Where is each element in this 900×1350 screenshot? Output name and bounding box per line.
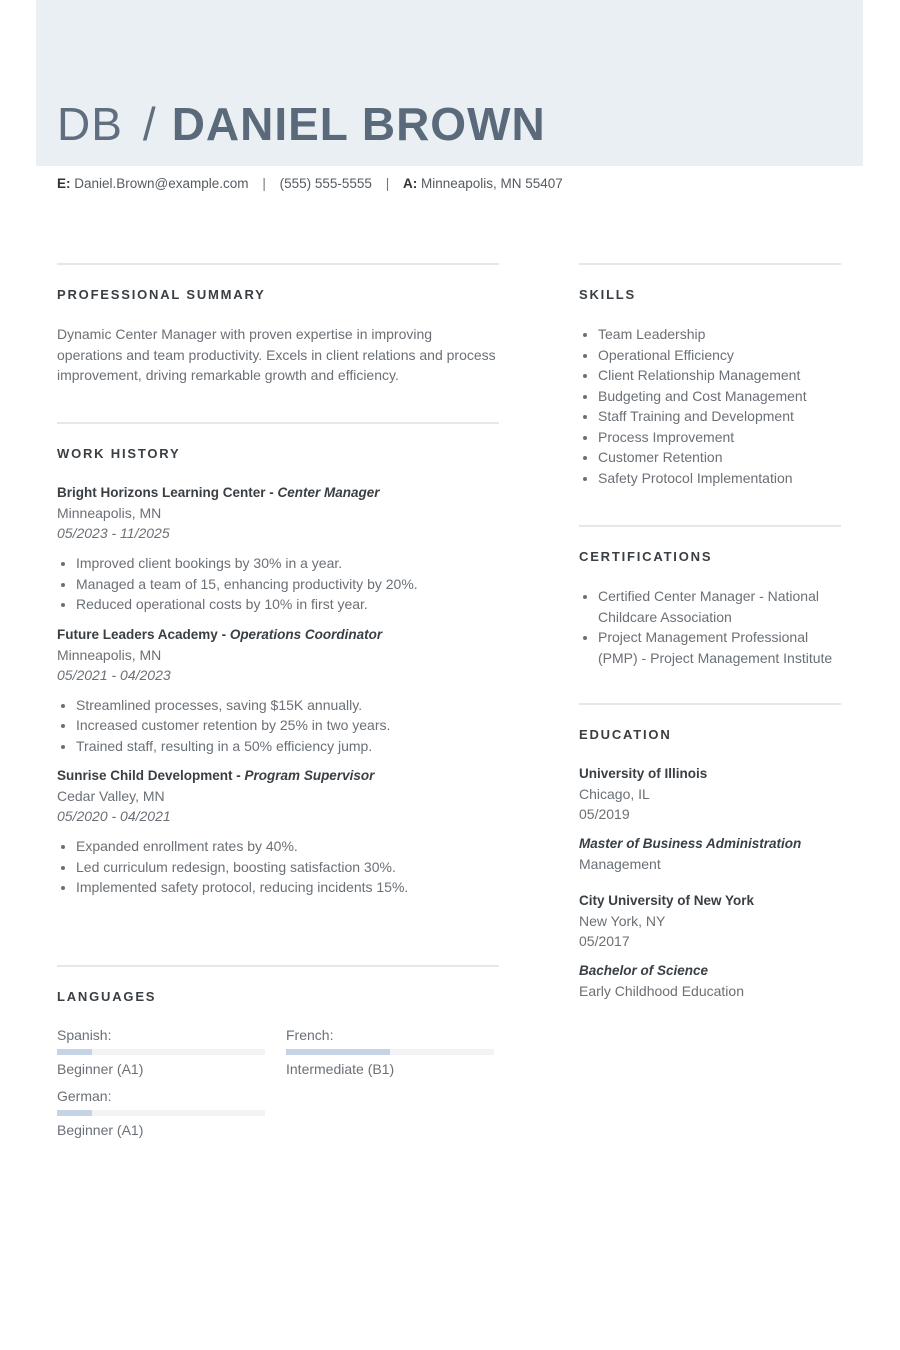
education-entry <box>579 891 841 1001</box>
education-location: New York, NY <box>579 913 666 929</box>
job-entry <box>57 483 499 615</box>
job-company: Bright Horizons Learning Center <box>57 485 266 500</box>
job-dates: 05/2021 - 04/2023 <box>57 666 171 683</box>
work-history-title: WORK HISTORY <box>57 446 181 461</box>
job-achievements <box>57 836 499 898</box>
full-name: DANIEL BROWN <box>171 98 546 150</box>
education-degree: Master of Business Administration <box>579 836 802 851</box>
job-heading <box>57 625 499 645</box>
language-proficiency-fill <box>57 1110 92 1116</box>
education-title: EDUCATION <box>579 727 672 742</box>
work-history-section <box>57 422 499 965</box>
language-name: German: <box>57 1088 112 1104</box>
email-value[interactable]: Daniel.Brown@example.com <box>74 176 249 191</box>
achievement-item: • Led curriculum redesign, boosting satisfaction 30%. <box>76 857 499 878</box>
education-date: 05/2019 <box>579 806 630 822</box>
name-separator: / <box>142 98 156 150</box>
resume-name-heading <box>57 94 546 154</box>
achievement-item: • Expanded enrollment rates by 40%. <box>76 836 499 857</box>
achievement-item: • Implemented safety protocol, reducing incidents 15%. <box>76 877 499 898</box>
certifications-title: CERTIFICATIONS <box>579 549 713 564</box>
address-label: A: <box>402 176 418 191</box>
job-company: Future Leaders Academy <box>57 626 218 642</box>
contact-divider: | <box>262 176 266 191</box>
achievement-item: • Reduced operational costs by 10% in first year. <box>76 594 499 615</box>
email-label: E: <box>57 176 71 191</box>
job-heading <box>57 483 499 503</box>
language-level: Intermediate (B1) <box>286 1061 395 1077</box>
education-field: Early Childhood Education <box>579 983 744 999</box>
job-role: Operations Coordinator <box>229 626 383 642</box>
education-entry <box>579 764 841 874</box>
job-entry <box>57 625 499 757</box>
education-school: City University of New York <box>579 893 755 908</box>
skills-title: SKILLS <box>579 287 637 302</box>
skill-item: • Safety Protocol Implementation <box>598 468 841 489</box>
job-dates: 05/2020 - 04/2021 <box>57 808 171 824</box>
languages-grid <box>57 1026 499 1156</box>
language-item <box>286 1026 494 1078</box>
job-location: Minneapolis, MN <box>57 505 162 521</box>
education-date: 05/2017 <box>579 933 630 949</box>
language-name: Spanish: <box>57 1027 112 1043</box>
left-column <box>57 263 499 1156</box>
job-dates: 05/2023 - 11/2025 <box>57 525 170 541</box>
skill-item: • Client Relationship Management <box>598 365 841 386</box>
summary-text: Dynamic Center Manager with proven expertise in improving operations and team productivity. Excels in client relations and process improvement, driving remarkable growth and efficiency. <box>57 326 496 383</box>
job-role: Center Manager <box>277 485 380 500</box>
job-achievements <box>57 553 499 615</box>
skill-item: • Customer Retention <box>598 447 841 468</box>
right-column <box>579 263 841 1001</box>
certification-item: • Project Management Professional (PMP) - Project Management Institute <box>598 627 841 668</box>
skill-item: • Operational Efficiency <box>598 345 841 366</box>
job-dash: - <box>265 485 278 500</box>
skill-item: • Team Leadership <box>598 324 841 345</box>
language-item <box>57 1087 265 1139</box>
skill-item: • Process Improvement <box>598 427 841 448</box>
language-level: Beginner (A1) <box>57 1122 144 1138</box>
address-value: Minneapolis, MN 55407 <box>420 176 563 191</box>
education-section <box>579 703 841 1001</box>
achievement-item: • Increased customer retention by 25% in two years. <box>76 715 499 736</box>
languages-title: LANGUAGES <box>57 989 157 1004</box>
skill-item: • Staff Training and Development <box>598 406 841 427</box>
phone-value[interactable]: (555) 555-5555 <box>279 176 372 191</box>
achievement-item: • Improved client bookings by 30% in a year. <box>76 553 499 574</box>
achievement-item: • Streamlined processes, saving $15K annually. <box>76 695 499 716</box>
language-name: French: <box>286 1027 334 1043</box>
job-role: Program Supervisor <box>244 768 375 783</box>
job-heading <box>57 766 499 786</box>
certifications-list <box>579 586 841 668</box>
education-degree: Bachelor of Science <box>579 963 709 978</box>
education-school: University of Illinois <box>579 766 708 781</box>
education-field: Management <box>579 856 661 872</box>
job-dash: - <box>232 768 245 783</box>
job-achievements <box>57 695 499 757</box>
languages-section <box>57 965 499 1156</box>
job-location: Minneapolis, MN <box>57 646 162 663</box>
name-initials: DB <box>57 98 123 150</box>
job-dash: - <box>217 626 230 642</box>
language-level: Beginner (A1) <box>57 1061 144 1077</box>
contact-line <box>57 176 563 191</box>
summary-title: PROFESSIONAL SUMMARY <box>57 287 266 302</box>
skills-section <box>579 263 841 525</box>
skills-list <box>579 324 841 488</box>
summary-section <box>57 263 499 422</box>
certification-item: • Certified Center Manager - National Childcare Association <box>598 586 841 627</box>
contact-divider: | <box>385 176 390 191</box>
job-entry <box>57 766 499 898</box>
language-proficiency-bar <box>57 1049 265 1055</box>
language-proficiency-fill <box>57 1049 92 1055</box>
language-proficiency-fill <box>286 1049 390 1055</box>
language-proficiency-bar <box>286 1049 494 1055</box>
job-company: Sunrise Child Development <box>57 768 233 783</box>
certifications-section <box>579 525 841 703</box>
education-location: Chicago, IL <box>579 786 650 802</box>
achievement-item: • Trained staff, resulting in a 50% efficiency jump. <box>76 736 499 757</box>
language-proficiency-bar <box>57 1110 265 1116</box>
achievement-item: • Managed a team of 15, enhancing productivity by 20%. <box>76 574 499 595</box>
language-item <box>57 1026 265 1078</box>
job-location: Cedar Valley, MN <box>57 788 165 804</box>
skill-item: • Budgeting and Cost Management <box>598 386 841 407</box>
